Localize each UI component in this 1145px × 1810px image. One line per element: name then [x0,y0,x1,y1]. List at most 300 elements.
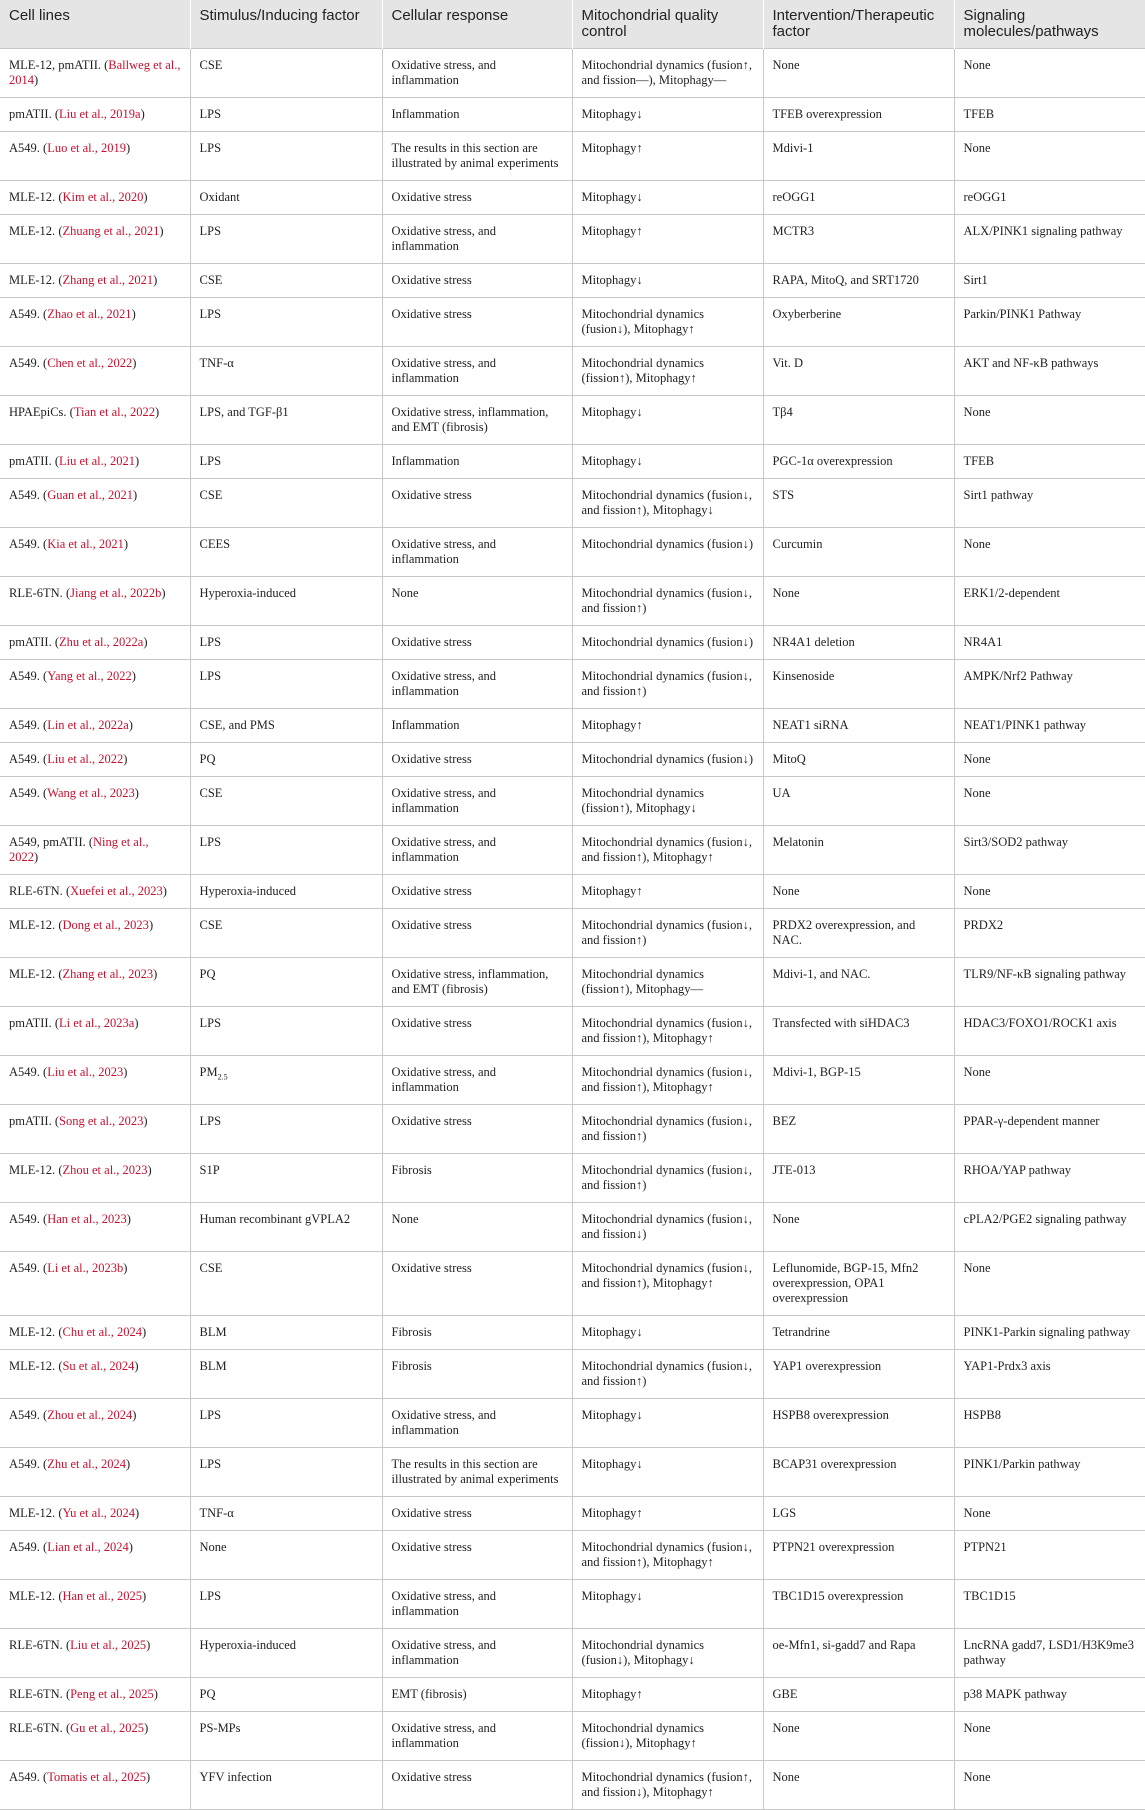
stimulus-cell [190,215,382,264]
cell-line: MLE-12, pmATII. (Ballweg et al., 2014) [0,49,190,98]
citation-link[interactable]: Lin et al., 2022a [47,718,129,732]
stimulus-text: LPS [199,454,222,468]
citation-link[interactable]: Liu et al., 2025 [70,1638,147,1652]
stimulus-text: PM [199,1065,218,1079]
cellular-response-cell: None [382,1203,572,1252]
intervention-cell: LGS [763,1497,954,1531]
citation-link[interactable]: Lian et al., 2024 [47,1540,129,1554]
signaling-cell: cPLA2/PGE2 signaling pathway [954,1203,1145,1252]
table-row [0,1316,1145,1350]
citation-link[interactable]: Zhu et al., 2022a [59,635,144,649]
citation-link[interactable]: Zhu et al., 2024 [47,1457,127,1471]
intervention-cell: MitoQ [763,743,954,777]
table-row [0,528,1145,577]
citation-link[interactable]: Kia et al., 2021 [47,537,124,551]
citation-link[interactable]: Han et al., 2025 [62,1589,142,1603]
intervention-cell: PTPN21 overexpression [763,1531,954,1580]
citation-link[interactable]: Li et al., 2023a [59,1016,135,1030]
stimulus-cell [190,1629,382,1678]
signaling-cell: PTPN21 [954,1531,1145,1580]
mitochondrial-qc-cell: Mitochondrial dynamics (fusion↓, and fission↑) [572,577,763,626]
table-row [0,1580,1145,1629]
stimulus-cell [190,347,382,396]
citation-link[interactable]: Zhou et al., 2023 [62,1163,148,1177]
table-row [0,1350,1145,1399]
stimulus-cell [190,298,382,347]
stimulus-cell [190,181,382,215]
intervention-cell: Transfected with siHDAC3 [763,1007,954,1056]
citation-link[interactable]: Chu et al., 2024 [62,1325,142,1339]
citation-link[interactable]: Su et al., 2024 [62,1359,135,1373]
cellular-response-cell: Oxidative stress [382,1761,572,1810]
citation-link[interactable]: Li et al., 2023b [47,1261,124,1275]
cellular-response-cell: Oxidative stress, and inflammation [382,347,572,396]
citation-link[interactable]: Yu et al., 2024 [62,1506,136,1520]
cell-line: MLE-12. (Zhou et al., 2023) [0,1154,190,1203]
cellular-response-cell: EMT (fibrosis) [382,1678,572,1712]
signaling-cell: None [954,1761,1145,1810]
mitochondrial-qc-cell: Mitophagy↓ [572,445,763,479]
cell-line-name: A549. [9,1065,40,1079]
cell-line: A549. (Kia et al., 2021) [0,528,190,577]
cellular-response-cell: Oxidative stress, and inflammation [382,660,572,709]
stimulus-text: CSE [199,488,223,502]
cell-line: A549. (Zhu et al., 2024) [0,1448,190,1497]
table-row [0,132,1145,181]
cell-line-name: A549. [9,786,40,800]
cell-line-name: MLE-12, pmATII. [9,58,101,72]
signaling-cell: NR4A1 [954,626,1145,660]
stimulus-cell [190,49,382,98]
stimulus-cell [190,1678,382,1712]
stimulus-cell [190,826,382,875]
cell-line: RLE-6TN. (Xuefei et al., 2023) [0,875,190,909]
signaling-cell: None [954,528,1145,577]
stimulus-cell [190,1105,382,1154]
citation-link[interactable]: Zhao et al., 2021 [47,307,132,321]
mitochondrial-qc-cell: Mitochondrial dynamics (fission↑), Mitophagy— [572,958,763,1007]
table-row [0,1761,1145,1810]
signaling-cell: PPAR-γ-dependent manner [954,1105,1145,1154]
table-row [0,875,1145,909]
cell-line-name: RLE-6TN. [9,1638,63,1652]
cellular-response-cell: Oxidative stress, and inflammation [382,1056,572,1105]
cell-line: A549. (Zhou et al., 2024) [0,1399,190,1448]
cellular-response-cell: Oxidative stress, and inflammation [382,826,572,875]
table-row [0,626,1145,660]
signaling-cell: None [954,396,1145,445]
citation-link[interactable]: Han et al., 2023 [47,1212,127,1226]
citation-link[interactable]: Tomatis et al., 2025 [47,1770,146,1784]
mitochondrial-qc-cell: Mitophagy↓ [572,396,763,445]
stimulus-text: LPS [199,224,222,238]
intervention-cell: Curcumin [763,528,954,577]
citation-link[interactable]: Luo et al., 2019 [47,141,127,155]
stimulus-cell [190,875,382,909]
stimulus-cell [190,1761,382,1810]
stimulus-cell [190,479,382,528]
header-stimulus: Stimulus/Inducing factor [190,0,382,49]
cell-line: A549. (Li et al., 2023b) [0,1252,190,1316]
stimulus-cell [190,1399,382,1448]
citation-link[interactable]: Liu et al., 2023 [47,1065,124,1079]
cellular-response-cell: Oxidative stress, and inflammation [382,777,572,826]
stimulus-text: CSE [199,273,223,287]
table-row [0,660,1145,709]
signaling-cell: PINK1/Parkin pathway [954,1448,1145,1497]
citation-link[interactable]: Peng et al., 2025 [70,1687,154,1701]
table-row [0,1497,1145,1531]
mitochondrial-qc-cell: Mitochondrial dynamics (fission↑), Mitophagy↓ [572,777,763,826]
header-signaling: Signaling molecules/pathways [954,0,1145,49]
header-cellular-response: Cellular response [382,0,572,49]
cell-line-name: MLE-12. [9,918,56,932]
citation-link[interactable]: Liu et al., 2022 [47,752,124,766]
signaling-cell: None [954,132,1145,181]
mitochondrial-qc-cell: Mitochondrial dynamics (fusion↓), Mitophagy↓ [572,1629,763,1678]
cellular-response-cell: Oxidative stress, and inflammation [382,528,572,577]
table-row [0,1203,1145,1252]
cell-line-name: A549. [9,669,40,683]
table-row [0,298,1145,347]
citation-link[interactable]: Guan et al., 2021 [47,488,133,502]
stimulus-cell [190,626,382,660]
table-row [0,1678,1145,1712]
intervention-cell: None [763,1761,954,1810]
intervention-cell: Leflunomide, BGP-15, Mfn2 overexpression, OPA1 overexpression [763,1252,954,1316]
table-row [0,1399,1145,1448]
signaling-cell: TFEB [954,445,1145,479]
stimulus-cell [190,1712,382,1761]
signaling-cell: AMPK/Nrf2 Pathway [954,660,1145,709]
intervention-cell: HSPB8 overexpression [763,1399,954,1448]
cellular-response-cell: Oxidative stress, and inflammation [382,1580,572,1629]
cell-line: A549. (Liu et al., 2023) [0,1056,190,1105]
stimulus-text: S1P [199,1163,220,1177]
cellular-response-cell: Oxidative stress [382,875,572,909]
cellular-response-cell: Oxidative stress [382,1497,572,1531]
intervention-cell: None [763,1712,954,1761]
stimulus-text: LPS [199,1408,222,1422]
signaling-cell: HDAC3/FOXO1/ROCK1 axis [954,1007,1145,1056]
cell-line-name: A549. [9,1770,40,1784]
citation-link[interactable]: Kim et al., 2020 [62,190,144,204]
citation-link[interactable]: Zhou et al., 2024 [47,1408,133,1422]
mitochondrial-qc-cell: Mitophagy↓ [572,181,763,215]
table-row [0,826,1145,875]
signaling-cell: TFEB [954,98,1145,132]
citation-link[interactable]: Zhang et al., 2021 [62,273,154,287]
cell-line-name: RLE-6TN. [9,1721,63,1735]
cell-line-name: HPAEpiCs. [9,405,67,419]
intervention-cell: YAP1 overexpression [763,1350,954,1399]
stimulus-cell [190,1154,382,1203]
intervention-cell: None [763,1203,954,1252]
table-row [0,777,1145,826]
signaling-cell: TLR9/NF-κB signaling pathway [954,958,1145,1007]
signaling-cell: None [954,1712,1145,1761]
stimulus-cell [190,577,382,626]
signaling-cell: RHOA/YAP pathway [954,1154,1145,1203]
header-intervention: Intervention/Therapeutic factor [763,0,954,49]
intervention-cell: Mdivi-1, and NAC. [763,958,954,1007]
cellular-response-cell: None [382,577,572,626]
stimulus-text: Hyperoxia-induced [199,586,296,600]
header-mitochondrial-qc: Mitochondrial quality control [572,0,763,49]
mitochondrial-qc-cell: Mitochondrial dynamics (fusion↓, and fission↑), Mitophagy↑ [572,1252,763,1316]
table-row [0,1448,1145,1497]
intervention-cell: MCTR3 [763,215,954,264]
stimulus-text: Oxidant [199,190,240,204]
citation-link[interactable]: Song et al., 2023 [59,1114,144,1128]
mitochondrial-qc-cell: Mitophagy↓ [572,1316,763,1350]
cellular-response-cell: The results in this section are illustrated by animal experiments [382,132,572,181]
stimulus-cell [190,1350,382,1399]
stimulus-cell [190,1316,382,1350]
cell-line: A549. (Lin et al., 2022a) [0,709,190,743]
cell-line-name: A549. [9,141,40,155]
intervention-cell: oe-Mfn1, si-gadd7 and Rapa [763,1629,954,1678]
cellular-response-cell: Inflammation [382,445,572,479]
citation-link[interactable]: Wang et al., 2023 [47,786,135,800]
cell-line-name: MLE-12. [9,224,56,238]
mitochondrial-qc-cell: Mitochondrial dynamics (fusion↑, and fission↓), Mitophagy↑ [572,1761,763,1810]
table-row [0,49,1145,98]
table-row [0,215,1145,264]
stimulus-text: LPS [199,107,222,121]
stimulus-cell [190,660,382,709]
table-row [0,743,1145,777]
citation-link[interactable]: Jiang et al., 2022b [70,586,162,600]
cellular-response-cell: Oxidative stress [382,1105,572,1154]
cell-line-name: MLE-12. [9,967,56,981]
intervention-cell: NR4A1 deletion [763,626,954,660]
cell-line: pmATII. (Liu et al., 2021) [0,445,190,479]
cell-line-name: A549. [9,1457,40,1471]
signaling-cell: p38 MAPK pathway [954,1678,1145,1712]
cellular-response-cell: Oxidative stress [382,626,572,660]
signaling-cell: NEAT1/PINK1 pathway [954,709,1145,743]
cell-line-name: A549. [9,752,40,766]
mitochondrial-qc-cell: Mitophagy↑ [572,1678,763,1712]
signaling-cell: None [954,49,1145,98]
citation-link[interactable]: Zhuang et al., 2021 [62,224,160,238]
mitochondrial-qc-cell: Mitophagy↓ [572,98,763,132]
mitochondrial-qc-cell: Mitochondrial dynamics (fusion↓, and fission↑), Mitophagy↑ [572,826,763,875]
mitochondrial-qc-cell: Mitophagy↑ [572,215,763,264]
cell-line-name: RLE-6TN. [9,586,63,600]
stimulus-text: LPS [199,669,222,683]
mitochondrial-qc-cell: Mitophagy↑ [572,1497,763,1531]
cell-line: pmATII. (Song et al., 2023) [0,1105,190,1154]
citation-link[interactable]: Tian et al., 2022 [73,405,155,419]
stimulus-text: LPS [199,635,222,649]
signaling-cell: None [954,875,1145,909]
signaling-cell: LncRNA gadd7, LSD1/H3K9me3 pathway [954,1629,1145,1678]
cellular-response-cell: Oxidative stress [382,298,572,347]
intervention-cell: None [763,577,954,626]
table-header-row [0,0,1145,49]
table-row [0,1252,1145,1316]
stimulus-subscript: 2.5 [217,1072,228,1082]
intervention-cell: NEAT1 siRNA [763,709,954,743]
table-row [0,445,1145,479]
cell-line: MLE-12. (Han et al., 2025) [0,1580,190,1629]
signaling-cell: YAP1-Prdx3 axis [954,1350,1145,1399]
signaling-cell: None [954,1497,1145,1531]
table-body [0,49,1145,1810]
citation-link[interactable]: Zhang et al., 2023 [62,967,154,981]
table-row [0,1105,1145,1154]
stimulus-text: LPS [199,1457,222,1471]
cell-line-name: RLE-6TN. [9,1687,63,1701]
cell-line: MLE-12. (Zhang et al., 2021) [0,264,190,298]
mitochondrial-qc-cell: Mitochondrial dynamics (fusion↓, and fission↑) [572,1154,763,1203]
table-row [0,1007,1145,1056]
stimulus-cell [190,1580,382,1629]
intervention-cell: Mdivi-1 [763,132,954,181]
cellular-response-cell: Inflammation [382,98,572,132]
mitochondrial-qc-cell: Mitochondrial dynamics (fusion↓) [572,626,763,660]
stimulus-cell [190,743,382,777]
mitochondrial-qc-cell: Mitochondrial dynamics (fusion↓), Mitophagy↑ [572,298,763,347]
signaling-cell: TBC1D15 [954,1580,1145,1629]
signaling-cell: None [954,743,1145,777]
citation-link[interactable]: Chen et al., 2022 [47,356,133,370]
stimulus-text: LPS [199,1589,222,1603]
signaling-cell: Sirt3/SOD2 pathway [954,826,1145,875]
cellular-response-cell: Oxidative stress, and inflammation [382,1399,572,1448]
intervention-cell: Tetrandrine [763,1316,954,1350]
cell-line: pmATII. (Li et al., 2023a) [0,1007,190,1056]
intervention-cell: Vit. D [763,347,954,396]
intervention-cell: BEZ [763,1105,954,1154]
stimulus-cell [190,777,382,826]
cell-line-name: A549. [9,718,40,732]
cell-line-name: A549. [9,1540,40,1554]
cell-line: A549. (Liu et al., 2022) [0,743,190,777]
cell-line-name: MLE-12. [9,1163,56,1177]
mitochondrial-qc-cell: Mitochondrial dynamics (fusion↓) [572,528,763,577]
intervention-cell: Melatonin [763,826,954,875]
cell-line: MLE-12. (Yu et al., 2024) [0,1497,190,1531]
cellular-response-cell: Oxidative stress, and inflammation [382,1629,572,1678]
signaling-cell: PINK1-Parkin signaling pathway [954,1316,1145,1350]
stimulus-text: TNF-α [199,356,234,370]
cell-line: RLE-6TN. (Liu et al., 2025) [0,1629,190,1678]
intervention-cell: GBE [763,1678,954,1712]
citation-link[interactable]: Yang et al., 2022 [47,669,132,683]
stimulus-cell [190,528,382,577]
table-row [0,577,1145,626]
cell-line-name: pmATII. [9,635,52,649]
stimulus-text: BLM [199,1359,227,1373]
cellular-response-cell: Oxidative stress [382,909,572,958]
mitochondrial-qc-cell: Mitochondrial dynamics (fusion↓) [572,743,763,777]
cellular-response-cell: Oxidative stress [382,479,572,528]
mitochondrial-qc-cell: Mitochondrial dynamics (fusion↓, and fission↑) [572,1105,763,1154]
stimulus-cell [190,1203,382,1252]
mitochondrial-qc-cell: Mitophagy↓ [572,264,763,298]
stimulus-text: PS-MPs [199,1721,241,1735]
cell-line: A549. (Zhao et al., 2021) [0,298,190,347]
stimulus-cell [190,445,382,479]
citation-link[interactable]: Liu et al., 2021 [59,454,136,468]
cell-line-name: MLE-12. [9,1589,56,1603]
cellular-response-cell: Oxidative stress [382,743,572,777]
mitochondrial-qc-cell: Mitochondrial dynamics (fusion↓, and fission↑), Mitophagy↑ [572,1531,763,1580]
cell-line-name: A549. [9,1408,40,1422]
cell-line: MLE-12. (Chu et al., 2024) [0,1316,190,1350]
cellular-response-cell: Oxidative stress [382,1531,572,1580]
cell-line: pmATII. (Liu et al., 2019a) [0,98,190,132]
cell-line: MLE-12. (Kim et al., 2020) [0,181,190,215]
table-row [0,1629,1145,1678]
table-row [0,347,1145,396]
citation-link[interactable]: Ning et al., 2022 [9,835,149,864]
stimulus-cell [190,1056,382,1105]
cell-line: A549. (Lian et al., 2024) [0,1531,190,1580]
stimulus-text: LPS [199,1114,222,1128]
table-row [0,1154,1145,1203]
mitochondrial-qc-cell: Mitophagy↑ [572,132,763,181]
cell-line-name: pmATII. [9,1016,52,1030]
cell-line: A549. (Chen et al., 2022) [0,347,190,396]
cell-line-name: A549. [9,356,40,370]
cellular-response-cell: Oxidative stress, and inflammation [382,1712,572,1761]
cell-line-name: MLE-12. [9,1325,56,1339]
mitochondrial-qc-cell: Mitochondrial dynamics (fission↑), Mitophagy↑ [572,347,763,396]
stimulus-cell [190,264,382,298]
cell-line-name: MLE-12. [9,190,56,204]
stimulus-text: PQ [199,967,216,981]
stimulus-cell [190,396,382,445]
signaling-cell: ERK1/2-dependent [954,577,1145,626]
intervention-cell: TBC1D15 overexpression [763,1580,954,1629]
cell-line: A549. (Han et al., 2023) [0,1203,190,1252]
intervention-cell: Tβ4 [763,396,954,445]
stimulus-text: CSE [199,786,223,800]
cell-line: MLE-12. (Zhang et al., 2023) [0,958,190,1007]
stimulus-text: Hyperoxia-induced [199,884,296,898]
signaling-cell: reOGG1 [954,181,1145,215]
cell-line-name: A549. [9,537,40,551]
cell-line: A549, pmATII. (Ning et al., 2022) [0,826,190,875]
citation-link[interactable]: Xuefei et al., 2023 [70,884,163,898]
cell-line: RLE-6TN. (Gu et al., 2025) [0,1712,190,1761]
cellular-response-cell: Inflammation [382,709,572,743]
stimulus-cell [190,709,382,743]
intervention-cell: TFEB overexpression [763,98,954,132]
stimulus-text: YFV infection [199,1770,272,1784]
citation-link[interactable]: Dong et al., 2023 [62,918,149,932]
citation-link[interactable]: Liu et al., 2019a [59,107,141,121]
intervention-cell: None [763,875,954,909]
cellular-response-cell: Fibrosis [382,1154,572,1203]
cellular-response-cell: The results in this section are illustrated by animal experiments [382,1448,572,1497]
cell-line-name: A549. [9,307,40,321]
cell-line: A549. (Tomatis et al., 2025) [0,1761,190,1810]
citation-link[interactable]: Ballweg et al., 2014 [9,58,181,87]
signaling-cell: Sirt1 [954,264,1145,298]
citation-link[interactable]: Gu et al., 2025 [70,1721,145,1735]
stimulus-text: BLM [199,1325,227,1339]
cell-line: MLE-12. (Su et al., 2024) [0,1350,190,1399]
cell-line-name: pmATII. [9,107,52,121]
cell-line: A549. (Luo et al., 2019) [0,132,190,181]
cell-line: MLE-12. (Dong et al., 2023) [0,909,190,958]
table-row [0,264,1145,298]
